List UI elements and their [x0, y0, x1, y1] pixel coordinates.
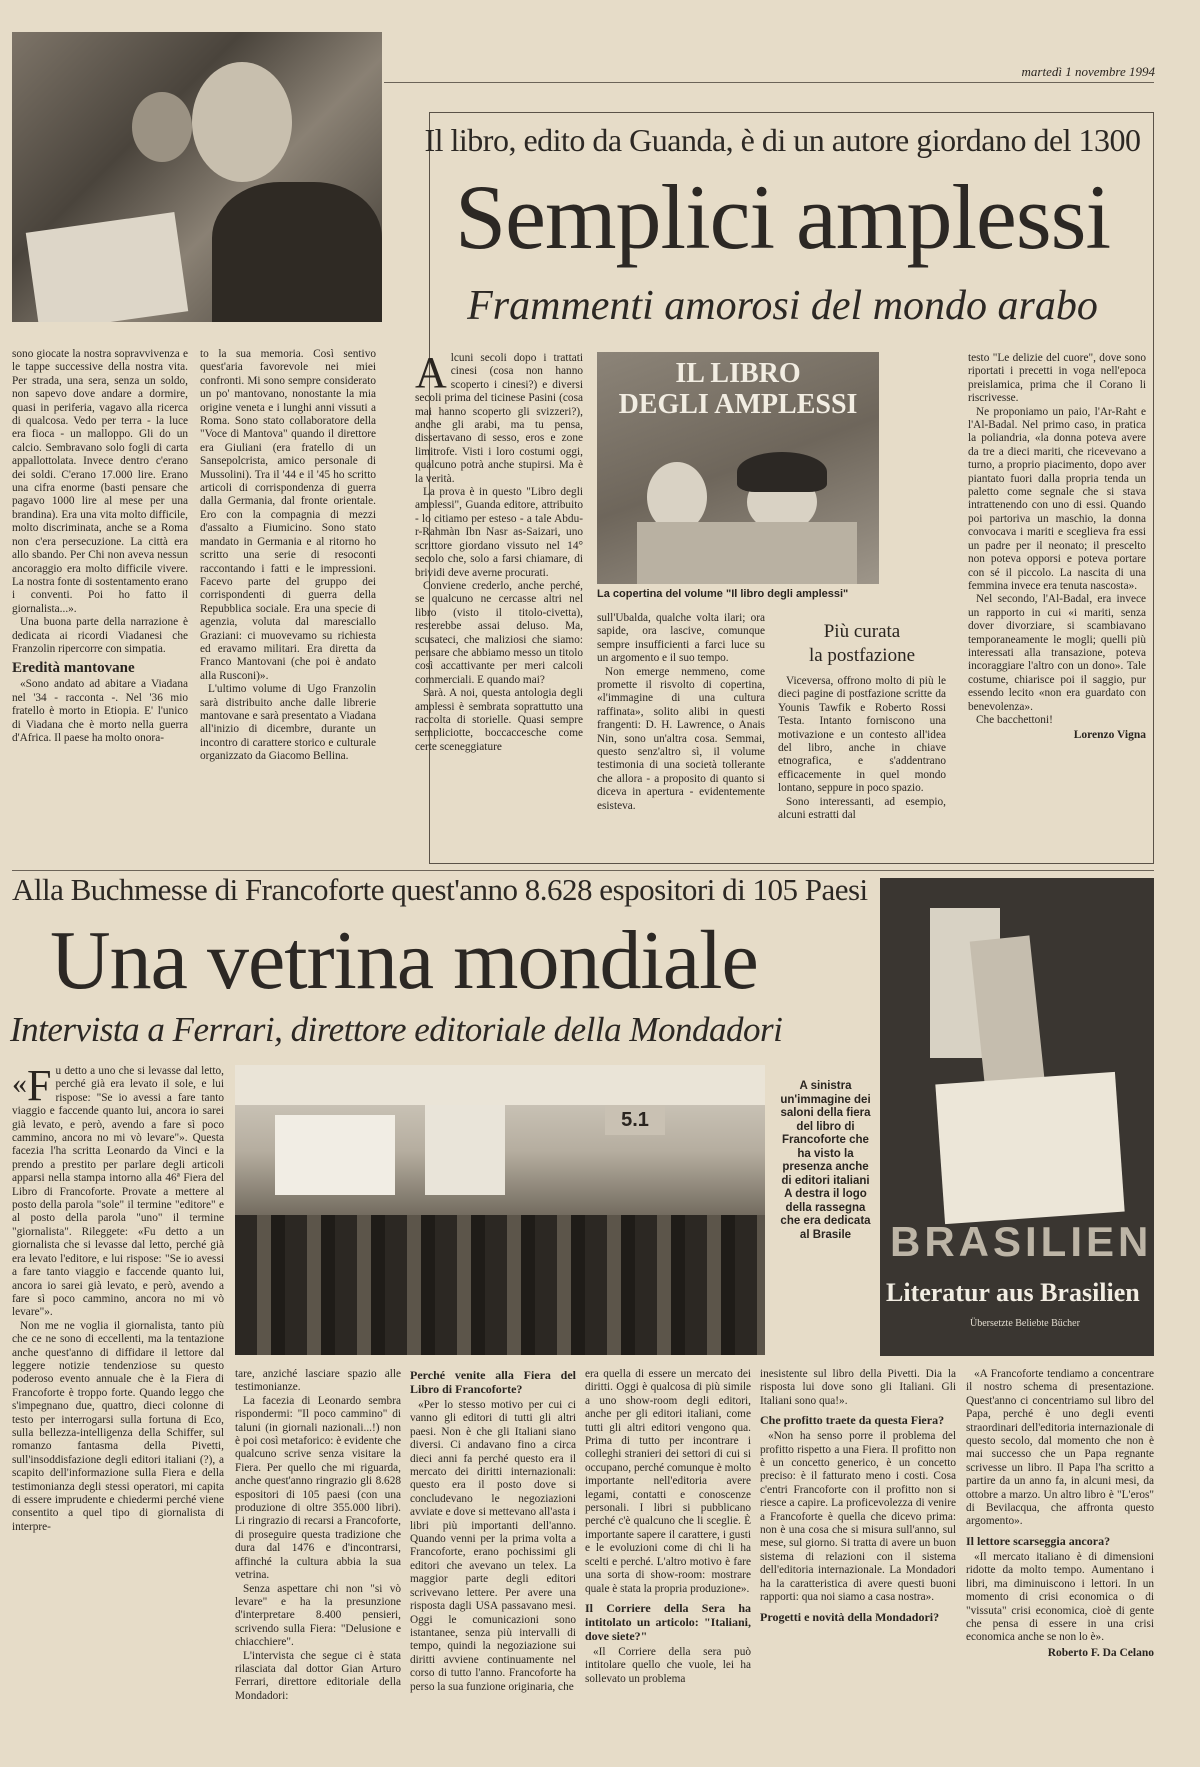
poster-title: Literatur aus Brasilien — [886, 1278, 1140, 1307]
top-article-kicker: Il libro, edito da Guanda, è di un autore giordano del 1300 — [424, 122, 1141, 158]
bottom-col-6: «A Francoforte tendiamo a concentrare il nostro schema di presentazione. Quest'anno ci concentriamo sul libro del Papa, perché è uno degli eventi straordinari dell'editoria internazionale di questo secolo, dal momento che non è mai successo che un Papa regnante scrivesse un libro. Il Papa l'ha scritto a partire da un anno fa, in alcuni mesi, da ottobre a marzo. Un altro libro è "L'eros" di Bevilacqua, che affronta questo argomento». Il lettore scarseggia ancora? «Il mercato italiano è di dimensioni ridotte da molto tempo. Aumentano i libri, ma diminuiscono i lettori. In un momento di crisi economica o di "vissuta" crisi economica, cioè di gente che pensa di essere in una crisi economica anche se non lo è». Roberto F. Da Celano — [966, 1368, 1154, 1659]
cover-title-line-1: IL LIBRO — [675, 358, 801, 389]
bottom-article-subtitle: Intervista a Ferrari, direttore editoriale della Mondadori — [10, 1010, 783, 1049]
bottom-article-title: Una vetrina mondiale — [50, 914, 758, 1007]
drop-cap-f: F — [27, 1065, 52, 1110]
eredita-subhead: Eredità mantovane — [12, 660, 135, 677]
bottom-article-kicker: Alla Buchmesse di Francoforte quest'anno 8.628 espositori di 105 Paesi — [12, 872, 868, 907]
bottom-col-3: Perché venite alla Fiera del Libro di Francoforte? «Per lo stesso motivo per cui ci vanno gli editori di tutti gli altri paesi. Non è che gli Italiani siano diversi. Ci andavano fino a circa dieci anni fa perché questo era il mercato dei diritti internazionali: questo era il posto dove si concludevano le negoziazioni avviate e dove si mettevano all'asta i libri più importanti dell'anno. Quando venni per la prima volta a Francoforte, erano pochissimi gli editori che avevano un telex. La maggior parte degli editori scrivevano lettere. Per avere una risposta dagli USA passavano mesi. Oggi le comunicazioni sono istantanee, senza più intervalli di tempo, quindi la negoziazione sui diritti avviene continuamente nel corso di tutto l'anno. Francoforte ha perso la sua funzione originaria, che — [410, 1368, 576, 1693]
bottom-col-5: inesistente sul libro della Pivetti. Dia la risposta lui dove sono gli Italiani. Gli Italiani sono qua!». Che profitto traete da questa Fiera? «Non ha senso porre il problema del profitto rispetto a una Fiera. Il profitto non è un concetto generico, è un concetto preciso: è il fatturato meno i costi. Cosa c'entri Francoforte con il profitto non si riesce a capire. La proficevolezza di venire a Francoforte è quella che dicevo prima: non è una cosa che si misura sull'anno, sul mese, sul giorno. Si tratta di avere un buon sistema di relazioni con il sistema dell'editoria internazionale. La Mondadori ha la caratteristica di avere questi buoni rapporti: qua noi siamo a casa nostra». Progetti e novità della Mondadori? — [760, 1368, 956, 1624]
top-article-col-3: Viceversa, offrono molto di più le dieci pagine di postfazione scritte da Younis Tawfik e Roberto Rossi Testa. Intanto forniscono una motivazione e un contesto all'idea del libro, anche in chiave etnografica, e s'addentrano efficacemente in quel mondo lontano, seppure in poco spazio. Sono interessanti, ad esempio, alcuni estratti dal — [778, 675, 946, 822]
top-article-col-4: testo "Le delizie del cuore", dove sono riportati i precetti in voga nell'epoca preislamica, prima che il Corano li riscrivesse. Ne proponiamo un paio, l'Ar-Raht e l'Al-Badal. Nel primo caso, in pratica la poliandria, «la donna poteva avere da tre a dieci mariti, che ricevevano a turno, a proprio piacimento, dopo aver piantato fuori dalla propria tenda un paletto come segnale che si stava intrattenendo con uno di essi. Quando poi partoriva un maschio, la donna convocava i mariti e sceglieva fra essi un padre per il neonato; il prescelto non poteva opporsi e poteva portare con sé il piccolo. La nascita di una femmina invece era tenuta nascosta». Nel secondo, l'Al-Badal, era invece un rapporto in cui «i mariti, senza dover divorziare, si scambiavano temporaneamente le mogli; quelli più interessati alla transazione, poteva incoraggiare l'altro con un dono». Tale costume, chiarisce poi il saggio, pur essendo lecito «non era guardato con benevolenza». Che bacchettoni! Lorenzo Vigna — [968, 352, 1146, 742]
fair-photo-caption: A sinistra un'immagine dei saloni della fiera del libro di Francoforte che ha visto la presenza anche di editori italiani A destra il logo della rassegna che era dedicata al Brasile — [780, 1080, 871, 1241]
page-date: martedì 1 novembre 1994 — [1021, 64, 1155, 79]
cover-caption: La copertina del volume "Il libro degli amplessi" — [597, 588, 849, 600]
question-3: Che profitto traete da questa Fiera? — [760, 1413, 945, 1428]
top-article-title: Semplici amplessi — [454, 166, 1111, 268]
drop-cap-a: A — [415, 352, 447, 397]
bottom-col-4: era quella di essere un mercato dei diritti. Oggi è qualcosa di più simile a uno show-room degli editori, anche per gli editori italiani, come tutti gli altri editori vengono qua. Prima di tutto per incontrare i colleghi stranieri dei settori di cui si occupano, perché comunque è molto importante nell'editoria avere legami, contatti e conoscenze personali. I libri si pubblicano perché c'è qualcuno che li sceglie. È importante sapere il carattere, i gusti e le evoluzioni come di chi li ha scelti e perché. L'altro motivo è fare una sorta di show-room: mostrare quale è stata la propria produzione». Il Corriere della Sera ha intitolato un articolo: "Italiani, dove siete?" «Il Corriere della sera può intitolare quello che vuole, lei ha sollevato un problema — [585, 1368, 751, 1685]
poster-subtitle: Übersetzte Beliebte Bücher — [970, 1318, 1080, 1329]
cover-title-line-2: DEGLI AMPLESSI — [618, 389, 858, 420]
poster-brasilien: BRASILIEN — [890, 1218, 1153, 1265]
top-article-col-1: A lcuni secoli dopo i trattati cinesi (cosa non hanno scoperto i cinesi?) e diversi secoli prima del ticinese Pasini (cosa mai hanno scoperto gli svizzeri?), anche gli arabi, ma tu pensa, dissertavano di sesso, eros e zone limitrofe. Visti i loro costumi oggi, qualcuno potrà anche stupirsi. Ma è la verità. La prova è in questo "Libro degli amplessi", Guanda editore, attribuito - lo citiamo per esteso - a tale Abdu-r-Rahmàn Ibn Nasr as-Saizari, uno scrittore giordano vissuto nel 14° secolo che, solo a farsi chiamare, di brividi deve averne procurati. Conviene crederlo, anche perché, se qualcuno ne cercasse altri nel libro (visto il titolo-civetta), resterebbe assai deluso. Ma, scusateci, che maliziosi che siamo: pensare che abbiamo messo un titolo così accattivante per meri calcoli commerciali. E quando mai? Sarà. A noi, questa antologia degli amplessi è sembrata soprattutto una raccolta di storielle. Quasi sempre sempliciotte, boccaccesche come certe sceneggiature — [415, 352, 583, 753]
bottom-article-byline: Roberto F. Da Celano — [1047, 1646, 1154, 1659]
top-article-subtitle: Frammenti amorosi del mondo arabo — [467, 283, 1098, 329]
question-2: Il Corriere della Sera ha intitolato un articolo: "Italiani, dove siete?" — [585, 1600, 751, 1643]
intro-quote-mark: « — [12, 1067, 27, 1100]
bottom-col-2: tare, anziché lasciare spazio alle testimonianze. La facezia di Leonardo sembra rispondermi: "Il poco cammino" di taluni (in giornali nazionali...!) non è poi così metaforico: è evidente che qualcuno scrive senza visitare la Fiera. Per quello che mi riguarda, anche quest'anno ringrazio gli 8.628 espositori di 105 paesi (con una produzione di oltre 355.000 libri). Li ringrazio di recarsi a Francoforte, di proseguire questa tradizione che dura dal 1476 e d'incontrarsi, affinché la cultura abbia la sua vetrina. Senza aspettare chi non "si vò levare" e ha la presunzione d'interpretare 8.400 pensieri, scrivendo sulla Fiera: "Delusione e chiacchiere". L'intervista che segue ci è stata rilasciata dal dottor Gian Arturo Ferrari, direttore editoriale della Mondadori: — [235, 1368, 401, 1702]
question-1: Perché venite alla Fiera del Libro di Francoforte? — [410, 1368, 576, 1396]
top-left-photo — [12, 32, 382, 322]
book-cover-image — [597, 352, 879, 584]
top-article-col-2: sull'Ubalda, qualche volta ilari; ora sapide, ora lascive, comunque sempre insufficienti a farci luce su un argomento e il suo tempo. Non emerge nemmeno, come promette il risvolto di copertina, «l'immagine di una cultura raffinata», solito alibi in questi frangenti: D. H. Lawrence, o Anais Nin, sono un'altra cosa. Semmai, questo senz'altro sì, il volume testimonia di una società tollerante che allora - a proposito di quanto si diceva in apertura - evidentemente esisteva. — [597, 612, 765, 812]
fair-photo — [235, 1065, 765, 1355]
question-4: Progetti e novità della Mondadori? — [760, 1609, 940, 1624]
left-col-a: sono giocate la nostra sopravvivenza e le tappe successive della nostra vita. Per strada, una sera, senza un soldo, non sapevo dove andare a dormire, quasi in periferia, vagavo alla ricerca di qualcosa. Vedo per terra - la luce era fioca - un malloppo. Gli do un calcio. Sembravano solo fogli di carta appallottolata. Invece dentro c'erano dei soldi. C'erano 17.000 lire. Erano una cifra enorme (basti pensare che pagavo 1000 lire al mese per una brandina). Era una vita molto difficile, molto discriminata, anche se a Roma non c'era persecuzione. La città era allo sbando. Per Chi non aveva nessun ancoraggio era molto difficile vivere. La nostra fonte di sostentamento erano i conventi. Poi ho fatto il giornalista...». Una buona parte della narrazione è dedicata ai ricordi Viadanesi che Franzolin ripercorre con simpatia. Eredità mantovane «Sono andato ad abitare a Viadana nel '34 - racconta -. Nel '36 mio fratello è morto in Etiopia. E' l'unico di Viadana che è morto nella guerra d'Africa. Il paese ha molto onora- — [12, 348, 188, 744]
question-5: Il lettore scarseggia ancora? — [966, 1533, 1111, 1548]
bottom-col-1: « F u detto a uno che si levasse dal letto, perché già era levato il sole, e lui rispose: "Se io avessi a fare tanto viaggio e faccende quanto lui, ancora io sarei già levato, e però, avendo a fare sì poco cammino, ancora no mi vò levare"». Questa facezia l'ha scritta Leonardo da Vinci e la prendo a prestito per parlare degli articoli apparsi nella stampa intorno alla 46ª Fiera del Libro di Francoforte. Provate a mettere al posto della parola "sole" il termine "editore" e al posto della parola "uno" il termine "giornalista". Rileggete: «Fu detto a un giornalista che si levasse dal letto, perché già era levato l'editore, e lui rispose: "Se io avessi a fare tanto viaggio e faccende quanto lui, ancora io sarei già levato, e però, avendo a fare sì poco cammino, ancora no mi vò levare"». Non me ne voglia il giornalista, tanto più che ce ne sono di eccellenti, ma la tentazione anche quest'anno di diffidare il lettore dal leggere notizie tendenziose su questo poderoso evento annuale che è la Fiera di Francoforte è troppo forte. Quando leggo che s'impegnano due, quattro, dieci colonne di testo per interrogarsi sulla fortuna di Eco, sulla bellezza-intelligenza della Schiffer, sul romanzo fantasma della Pivetti, sull'insoddisfazione degli editori italiani (?), a scapito dell'informazione sulla Fiera e della testimonianza degli stessi operatori, mi capita di essere imprudente e chiedermi perché viene consentito a quel tipo di giornalista di interpre- — [12, 1065, 224, 1533]
brasil-poster — [880, 878, 1154, 1356]
top-article-byline: Lorenzo Vigna — [1073, 729, 1146, 742]
hall-sign: 5.1 — [605, 1105, 665, 1135]
postfazione-subhead: Più curata la postfazione — [808, 621, 916, 666]
left-col-b: to la sua memoria. Così sentivo quest'aria favorevole nei miei confronti. Mi sono sempre considerato un po' mantovano, nonostante la mia origine veneta e i lunghi anni vissuti a Roma. Sono stato collaboratore della "Voce di Mantova" quando il direttore era Giuliani (era fratello di un Sansepolcrista, amico personale di Mussolini). Tra il '44 e il '45 ho scritto articoli di corrispondenza di guerra dalla Germania, dal fronte orientale. Ero con la compagnia di mezzi d'assalto a Fiumicino. Sono stato mandato in Germania e al ritorno ho scritto una serie di resoconti raccontando i fatti e le impressioni. Facevo parte del gruppo dei corrispondenti di guerra della Repubblica sociale. Era una specie di agenzia, voluta dal maresciallo Graziani: ci muovevamo su richiesta ed eravamo militari. Era diretta da Franco Mantovani (che poi è andato alla Rusconi)». L'ultimo volume di Ugo Franzolin sarà distribuito anche dalle librerie mantovane e sarà presentato a Viadana all'inizio di dicembre, durante un incontro di carattere storico e culturale organizzato da Giacomo Bellina. — [200, 348, 376, 763]
